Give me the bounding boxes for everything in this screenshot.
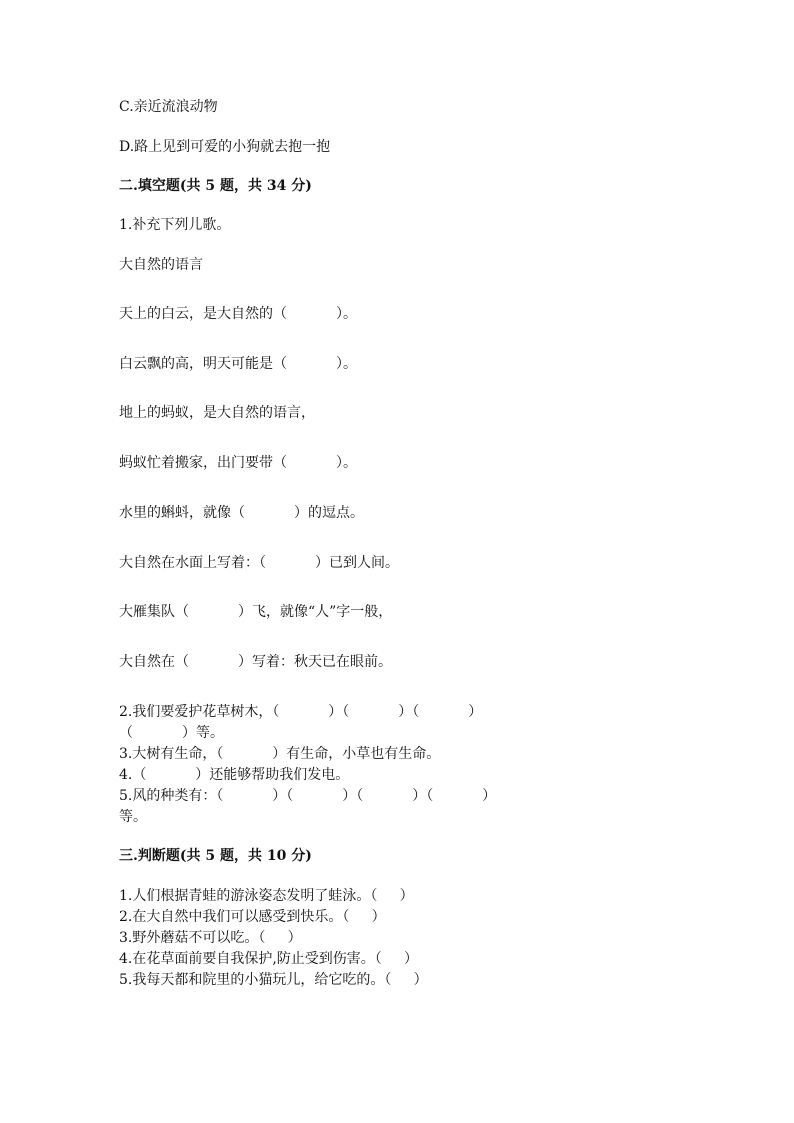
section-heading-fill-blank: 二.填空题(共 5 题，共 34 分) [119,178,312,194]
poem-line: 白云飘的高，明天可能是（ ）。 [119,356,357,372]
judgment-item: 5.我每天都和院里的小猫玩儿，给它吃的。（ ） [119,972,428,988]
poem-title: 大自然的语言 [119,257,203,273]
question-4: 4.（ ）还能够帮助我们发电。 [119,767,350,783]
judgment-item: 3.野外蘑菇不可以吃。（ ） [119,930,302,946]
choice-d: D.路上见到可爱的小狗就去抱一抱 [119,139,331,155]
choice-c: C.亲近流浪动物 [119,99,218,115]
judgment-item: 4.在花草面前要自我保护,防止受到伤害。（ ） [119,951,419,967]
poem-line: 大自然在（ ）写着：秋天已在眼前。 [119,654,392,670]
judgment-item: 1.人们根据青蛙的游泳姿态发明了蛙泳。（ ） [119,888,414,904]
poem-line: 大自然在水面上写着：（ ）已到人间。 [119,555,399,571]
question-2-line-2: （ ）等。 [119,725,224,741]
question-2-line-1: 2.我们要爱护花草树木，（ ）（ ）（ ） [119,704,483,720]
question-5-line-1: 5.风的种类有：（ ）（ ）（ ）（ ） [119,788,497,804]
question-3: 3.大树有生命，（ ）有生命，小草也有生命。 [119,746,441,762]
poem-line: 地上的蚂蚁，是大自然的语言， [119,405,315,421]
poem-line: 大雁集队（ ）飞，就像“人”字一般， [119,604,393,620]
poem-line: 天上的白云，是大自然的（ ）。 [119,306,357,322]
judgment-item: 2.在大自然中我们可以感受到快乐。（ ） [119,909,386,925]
poem-line: 蚂蚁忙着搬家，出门要带（ ）。 [119,455,357,471]
poem-line: 水里的蝌蚪，就像（ ）的逗点。 [119,505,364,521]
section-heading-true-false: 三.判断题(共 5 题，共 10 分) [119,848,312,864]
question-1-intro: 1.补充下列儿歌。 [119,217,231,233]
question-5-line-2: 等。 [119,809,147,825]
